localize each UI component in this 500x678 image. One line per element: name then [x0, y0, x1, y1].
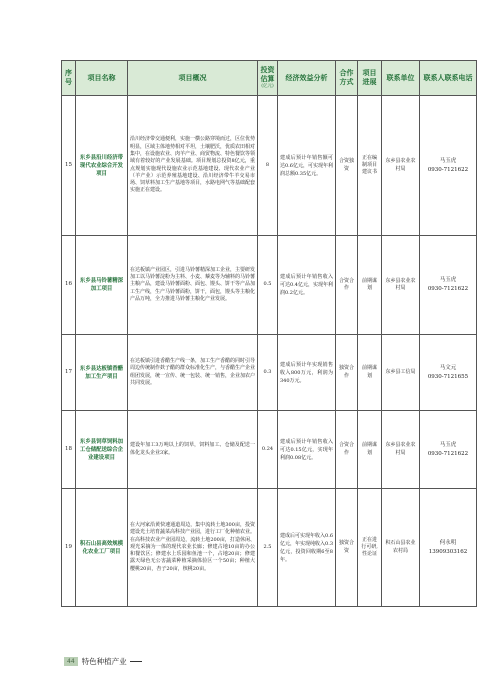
contact-phone: 0930-7121622 — [427, 450, 469, 457]
contact-person — [420, 489, 477, 607]
project-progress: 正在进行可研,性论证 — [358, 489, 382, 607]
contact-name: 马文元 — [439, 364, 457, 371]
header-investment-unit: (亿元) — [261, 84, 274, 89]
contact-name: 何永明 — [439, 539, 457, 546]
investment-value: 0.5 — [258, 236, 278, 335]
investment-value: 2.5 — [258, 489, 278, 607]
header-cooperation: 合作方式 — [336, 61, 358, 96]
project-name: 东乡县沿川经济带现代农业综合开发项目 — [76, 96, 128, 236]
footer-divider — [130, 661, 142, 662]
contact-person — [420, 96, 477, 236]
contact-name: 马玉虎 — [439, 277, 457, 283]
benefit-analysis: 建成后可实现年收入0.6亿元，年实现纯收入0.3亿元，投资回收期6至8年。 — [278, 489, 336, 607]
table-row — [62, 335, 477, 411]
table-header-row — [62, 61, 477, 96]
benefit-analysis: 建成后预计年销售收入可达0.15亿元，实现年利润0.08亿元。 — [278, 411, 336, 489]
contact-phone: 13909303162 — [428, 548, 468, 555]
investment-value: 8 — [258, 96, 278, 236]
contact-unit: 东乡县工信局 — [382, 335, 420, 411]
contact-unit: 东乡县农业农村局 — [382, 96, 420, 236]
project-name: 东乡县饲草饲料加工仓储配送综合企业建设项目 — [76, 411, 128, 489]
contact-unit: 积石山县农业农村局 — [382, 489, 420, 607]
project-name: 东乡县达板镇香醋加工生产项目 — [76, 335, 128, 411]
investment-value: 0.24 — [258, 411, 278, 489]
cooperation-mode: 独资合资 — [336, 489, 358, 607]
contact-phone: 0930-7121622 — [427, 166, 469, 173]
header-unit: 联系单位 — [382, 61, 420, 96]
header-name: 项目名称 — [76, 61, 128, 96]
contact-unit: 东乡县农业农村局 — [382, 236, 420, 335]
header-analysis: 经济效益分析 — [278, 61, 336, 96]
header-index: 序号 — [62, 61, 76, 96]
cooperation-mode: 合资独资 — [336, 96, 358, 236]
project-progress: 正在编制项目建议书 — [358, 96, 382, 236]
project-progress: 前期谋划 — [358, 236, 382, 335]
contact-phone: 0930-7121622 — [427, 286, 469, 292]
header-contact: 联系人联系电话 — [420, 61, 477, 96]
header-investment-label: 投资估算 — [260, 66, 275, 83]
table-row — [62, 489, 477, 607]
project-progress: 前期谋划 — [358, 335, 382, 411]
contact-person — [420, 335, 477, 411]
table-row — [62, 236, 477, 335]
row-index: 15 — [62, 96, 76, 236]
projects-table — [61, 60, 477, 607]
contact-unit: 东乡县农业农村局 — [382, 411, 420, 489]
project-name: 东乡县马铃薯精深加工项目 — [76, 236, 128, 335]
contact-name: 马玉虎 — [439, 157, 457, 164]
table-row — [62, 411, 477, 489]
header-overview: 项目概况 — [128, 61, 258, 96]
header-investment — [258, 61, 278, 96]
contact-person — [420, 236, 477, 335]
project-progress: 前期谋划 — [358, 411, 382, 489]
cooperation-mode: 合资合作 — [336, 236, 358, 335]
project-name: 积石山县高效规模化农业工厂项目 — [76, 489, 128, 607]
project-overview: 在大河家沿黄快速通道周边，集中流转土地300亩，投资建设光土培育蔬菜高科技产业园，进行工厂化种植农业。在高科技农业产业园周边，流转土地200亩，打造休闲、观光采摘为一体的现代农业长廊；修建占地10亩的办公和餐饮区；修建水上乐园和鱼池一个，占地20亩；修建露天绿色无公害蔬菜种植采摘体验区一个50亩；种植大樱桃20亩，杏子20亩，核桃20亩。 — [128, 489, 258, 607]
contact-name: 马玉虎 — [439, 441, 457, 448]
page-footer — [64, 656, 142, 667]
project-overview: 沿川经济带交通便利，实施一横公路穿境而过，区位优势明显，区域主体地势相对平坦，土壤肥沃，优质农田相对集中，在设施农业、肉羊产业、商贸物流、特色餐饮等领域有着较好的产业发展基础。项目规划总投资8亿元，重点规划实施现代设施农业示范基地建设、现代农业产业（羊产业）示范养殖基地建设、沿川经济带牛羊交易市场、饲草料加工生产基地等项目，水路电网气等基础配套实施正在建设。 — [128, 96, 258, 236]
page-number: 44 — [64, 657, 78, 666]
project-overview: 建设年加工3万吨以上的饲草，饲料加工、仓储及配送一体化龙头企业3家。 — [128, 411, 258, 489]
row-index: 19 — [62, 489, 76, 607]
contact-person — [420, 411, 477, 489]
table-row — [62, 96, 477, 236]
benefit-analysis: 建成后预计年销售收入可达0.4亿元，实现年利润0.2亿元。 — [278, 236, 336, 335]
row-index: 18 — [62, 411, 76, 489]
contact-phone: 0930-7121655 — [427, 373, 469, 380]
cooperation-mode: 独资合作 — [336, 335, 358, 411]
row-index: 17 — [62, 335, 76, 411]
investment-value: 0.3 — [258, 335, 278, 411]
footer-title: 特色种植产业 — [81, 657, 127, 666]
cooperation-mode: 合资合作 — [336, 411, 358, 489]
benefit-analysis: 建成后预计年实现销售收入800万元，利润为340万元。 — [278, 335, 336, 411]
row-index: 16 — [62, 236, 76, 335]
benefit-analysis: 建成后预计年销售额可达0.6亿元，可实现年利润总额0.35亿元。 — [278, 96, 336, 236]
project-overview: 在达板镇产业园区，引进马铃薯精深加工企业，主要研发加工以马铃薯淀粉为主料、小麦、藜麦等为辅料的马铃薯主粮产品，建设马铃薯面粉、面包、馒头、饼干等产品加工生产线，生产马铃薯面粉，饼干，面包，馒头等主粮化产品万吨，全力推进马铃薯主粮化产业发展。 — [128, 236, 258, 335]
project-overview: 在达板镇引进香醋生产线一条，加工生产香醋的同时引导周边传统制作麸子醋的群众标准化生产，与香醋生产企业组团发展，统一宣传、统一包装、统一销售，企业加农户共同发展。 — [128, 335, 258, 411]
header-progress: 项目进展 — [358, 61, 382, 96]
